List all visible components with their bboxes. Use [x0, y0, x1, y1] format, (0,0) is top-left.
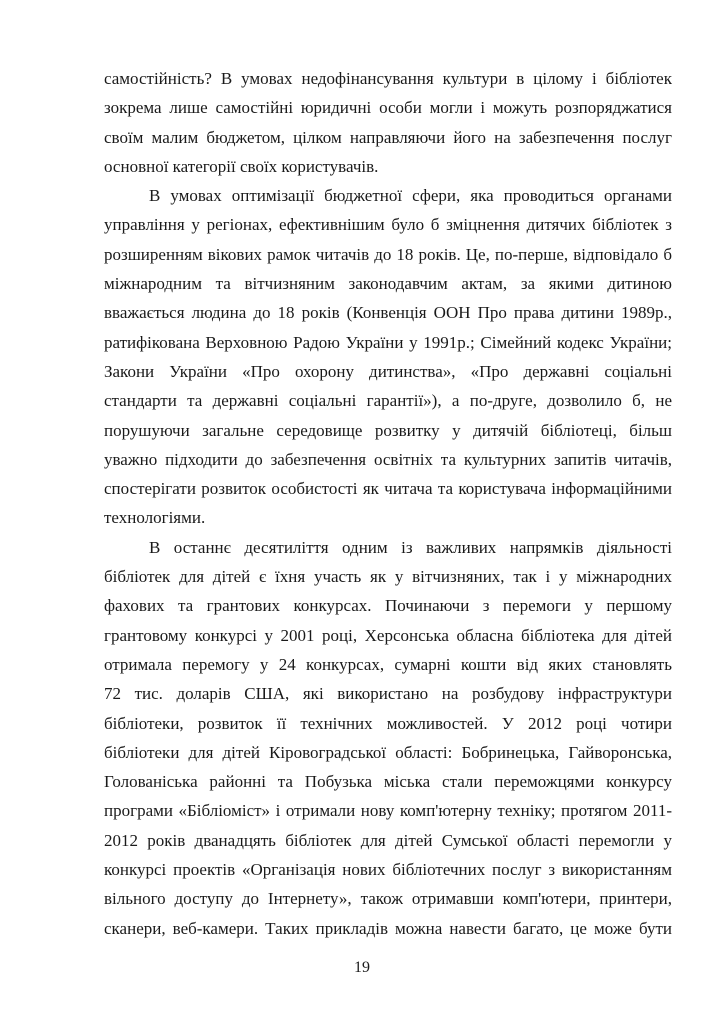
text-line: технологіями. — [104, 508, 206, 528]
text-line: самостійність? В умовах недофінансування культури в цілому і бібліотек — [104, 69, 672, 88]
text-line: зокрема лише самостійні юридичні особи могли і можуть розпоряджатися — [104, 98, 672, 118]
text-line: отримала перемогу у 24 конкурсах, сумарні кошти від яких становлять — [104, 654, 672, 674]
text-line: своїм малим бюджетом, цілком направляючи його на забезпечення послуг — [104, 127, 672, 147]
text-line: 72 тис. доларів США, які використано на розбудову інфраструктури — [104, 684, 672, 704]
text-line: програми «Бібліоміст» і отримали нову комп'ютерну техніку; протягом 2011- — [104, 801, 672, 821]
text-line: ратифікована Верховною Радою України у 1991р.; Сімейний кодекс України; — [104, 332, 672, 352]
text-line: Закони України «Про охорону дитинства», «Про державні соціальні — [104, 361, 672, 381]
text-line: стандарти та державні соціальні гарантії»), а по-друге, дозволило б, не — [104, 391, 672, 411]
text-line: сканери, веб-камери. Таких прикладів можна навести багато, це може бути — [104, 918, 672, 938]
text-line: спостерігати розвиток особистості як читача та користувача інформаційними — [104, 479, 672, 499]
text-line: бібліотек для дітей є їхня участь як у вітчизняних, так і у міжнародних — [104, 567, 672, 587]
text-line: конкурсі проектів «Організація нових бібліотечних послуг з використанням — [104, 860, 672, 880]
text-line: фахових та грантових конкурсах. Починаючи з перемоги у першому — [104, 596, 672, 616]
text-line: основної категорії своїх користувачів. — [104, 156, 379, 176]
text-line: бібліотеки для дітей Кіровоградської області: Бобринецька, Гайворонська, — [104, 742, 672, 762]
text-line: 2012 років дванадцять бібліотек для дітей Сумської області перемогли у — [104, 830, 672, 850]
text-line: В умовах оптимізації бюджетної сфери, яка проводиться органами — [149, 186, 672, 206]
body-text — [104, 64, 672, 943]
text-line: вільного доступу до Інтернету», також отримавши комп'ютери, принтери, — [104, 889, 672, 909]
text-line: міжнародним та вітчизняним законодавчим актам, за якими дитиною — [104, 274, 672, 294]
text-line: Голованіська районні та Побузька міська стали переможцями конкурсу — [104, 772, 672, 792]
text-line: бібліотеки, розвиток її технічних можливостей. У 2012 році чотири — [104, 713, 672, 733]
text-line: уважно підходити до забезпечення освітніх та культурних запитів читачів, — [104, 449, 672, 469]
text-line: В останнє десятиліття одним із важливих напрямків діяльності — [149, 537, 672, 557]
page-number: 19 — [354, 959, 370, 976]
text-line: порушуючи загальне середовище розвитку у дитячій бібліотеці, більш — [104, 420, 672, 440]
text-line: грантовому конкурсі у 2001 році, Херсонська обласна бібліотека для дітей — [104, 625, 672, 645]
text-line: розширенням вікових рамок читачів до 18 років. Це, по-перше, відповідало б — [104, 244, 672, 264]
text-line: вважається людина до 18 років (Конвенція ООН Про права дитини 1989р., — [104, 303, 672, 323]
text-line: управління у регіонах, ефективнішим було б зміцнення дитячих бібліотек з — [104, 215, 672, 235]
